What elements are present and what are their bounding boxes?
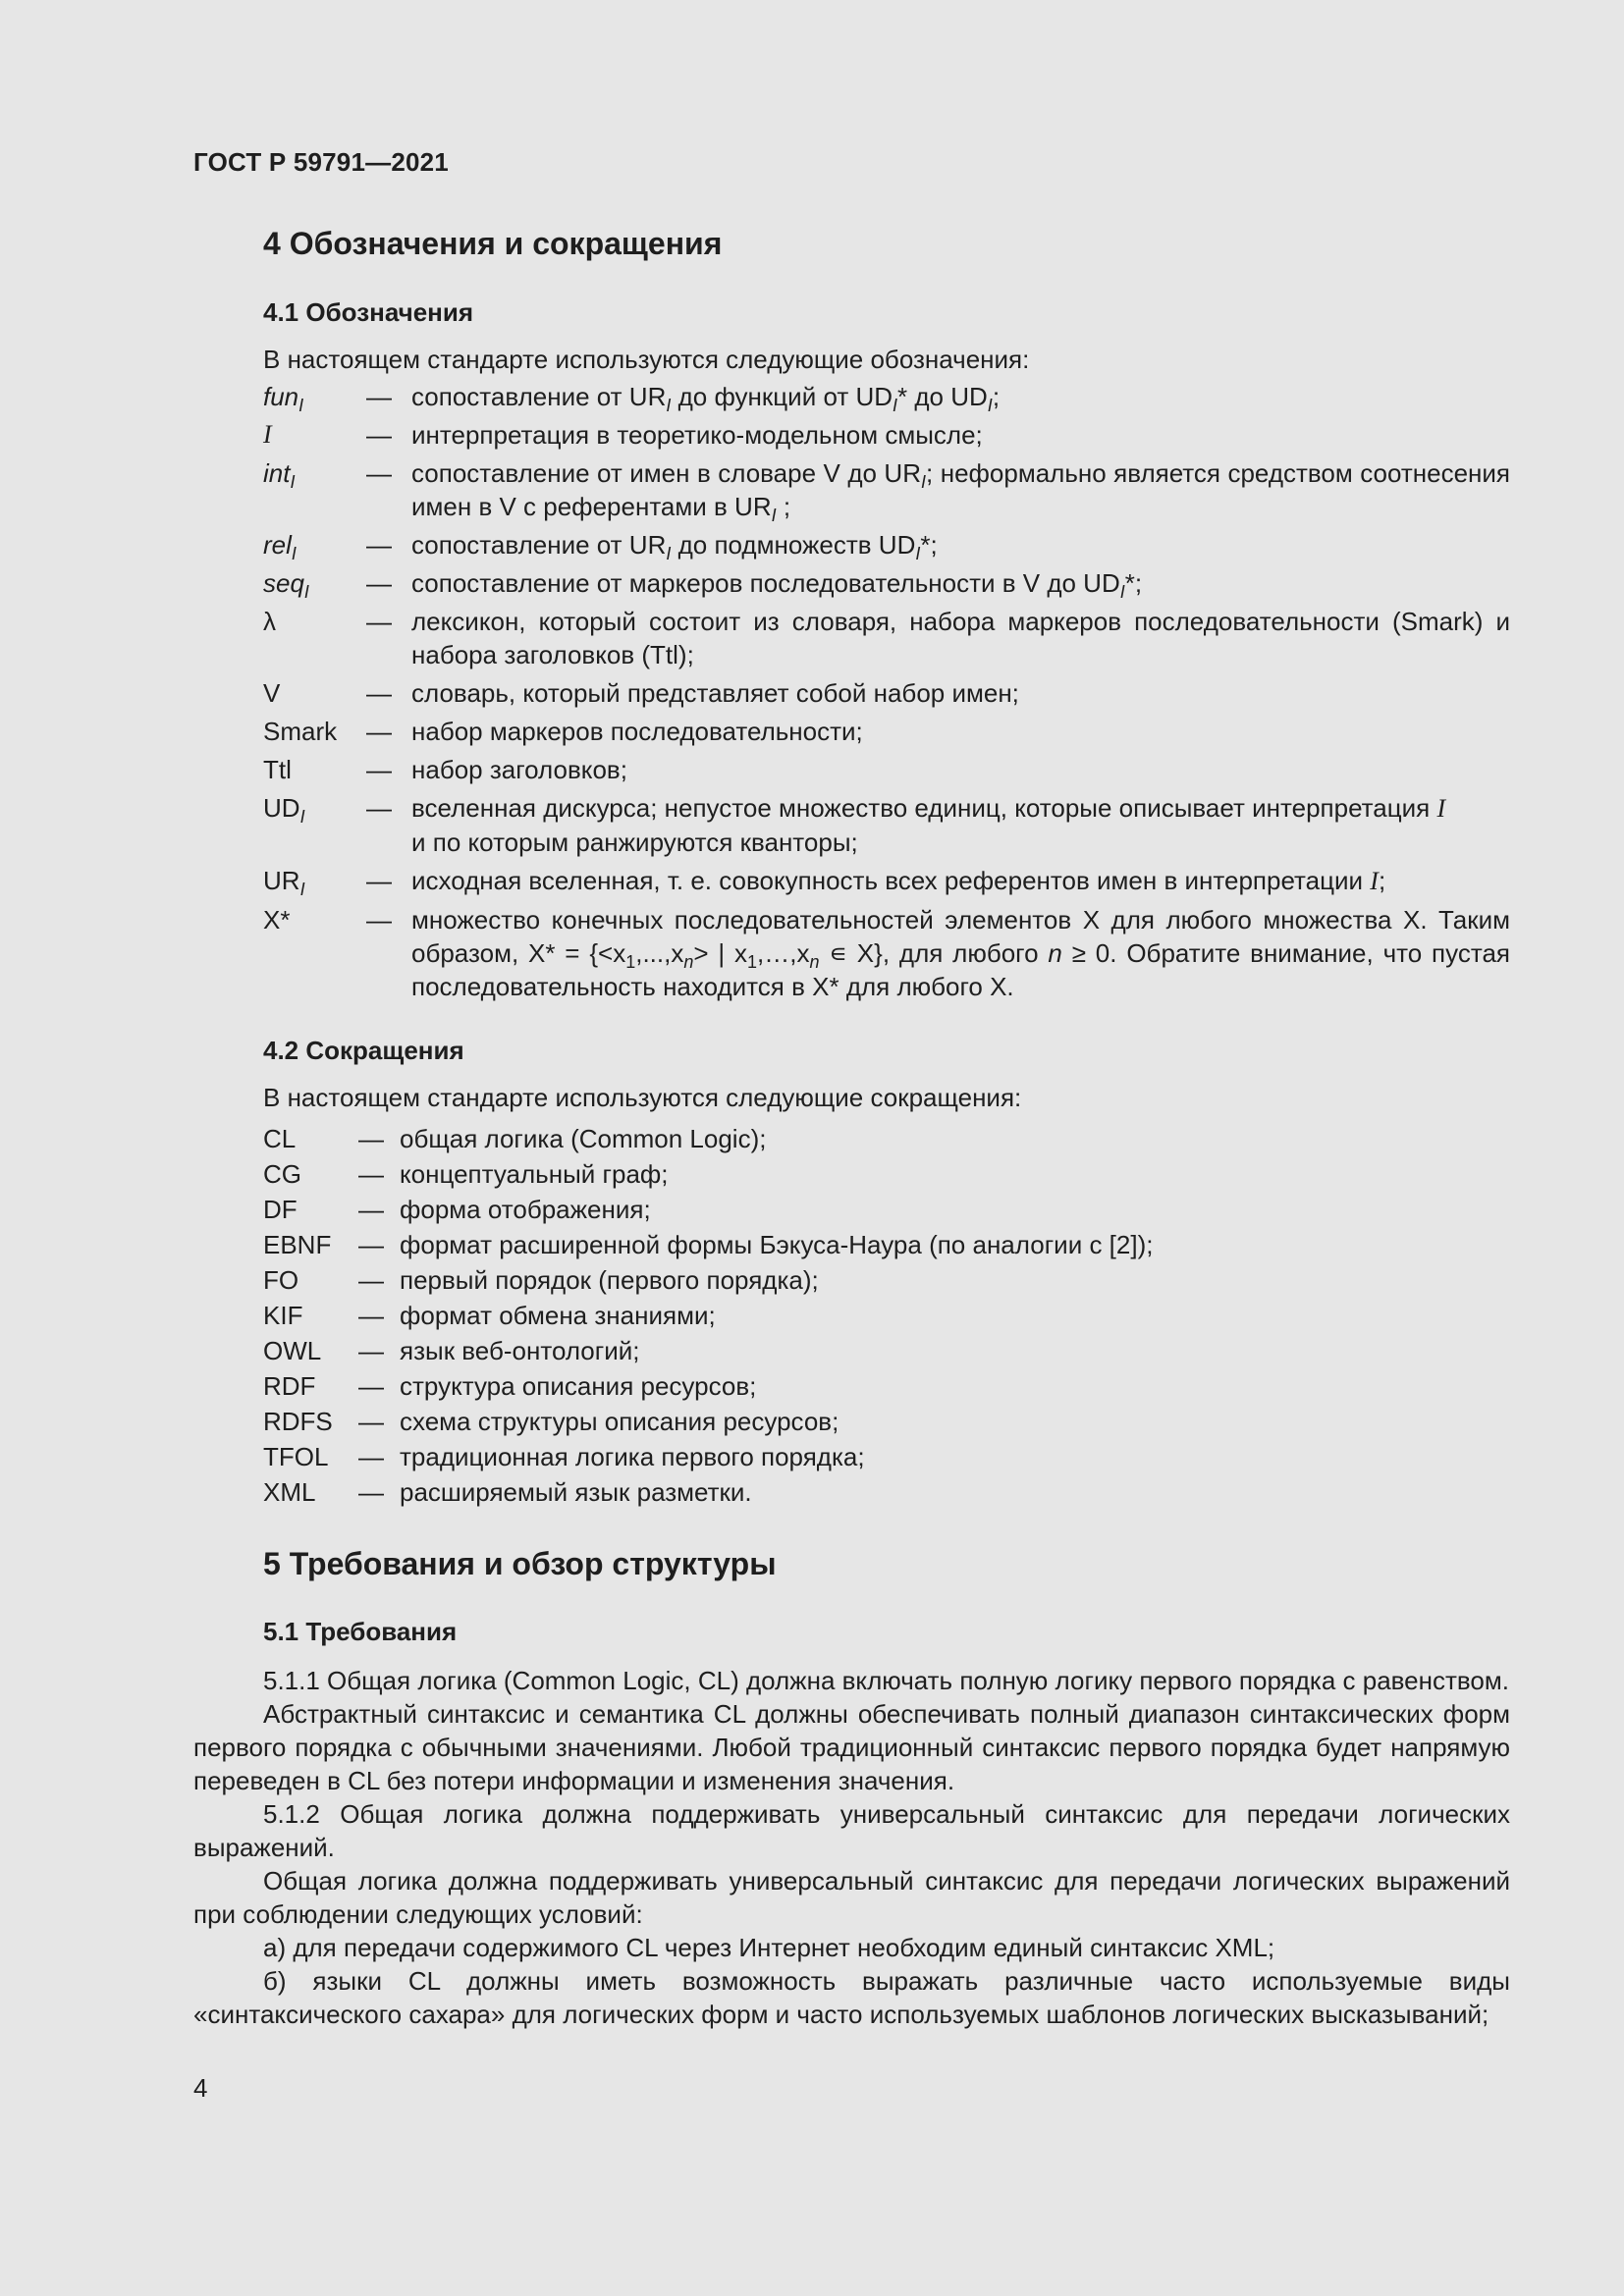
dash: —	[358, 1336, 384, 1365]
list-item	[263, 1439, 1510, 1474]
subsection-4-2-intro: В настоящем стандарте используются следующие сокращения:	[263, 1083, 1022, 1112]
dash: —	[358, 1477, 384, 1507]
document-header: ГОСТ Р 59791—2021	[193, 147, 449, 177]
list-item	[263, 1227, 1510, 1262]
subsection-4-1-intro: В настоящем стандарте используются следующие обозначения:	[263, 345, 1030, 374]
dash: —	[358, 1371, 384, 1401]
symbol-description: исходная вселенная, т. е. совокупность всех референтов имен в интерпретации I;	[411, 866, 1386, 895]
dash: —	[366, 866, 392, 895]
abbr-description: структура описания ресурсов;	[400, 1371, 757, 1401]
abbr-description: язык веб-онтологий;	[400, 1336, 640, 1365]
section-5-title: 5 Требования и обзор структуры	[263, 1546, 777, 1581]
symbol-description: сопоставление от маркеров последовательности в V до $UD_I*$;	[411, 568, 1143, 602]
list-item	[263, 864, 1510, 898]
list-item	[263, 1404, 1510, 1439]
list-item	[263, 528, 1510, 561]
symbol-description: сопоставление от $UR_I$ до подмножеств $UD_I*$;	[411, 530, 938, 563]
symbols-list	[263, 380, 1510, 1003]
list-item	[263, 418, 1510, 452]
symbol-description: набор заголовков;	[411, 755, 627, 784]
symbol-term: X*	[263, 905, 291, 934]
abbr-description: формат расширенной формы Бэкуса-Наура (по аналогии с [2]);	[400, 1230, 1154, 1259]
paragraph: 5.1.2 Общая логика должна поддерживать универсальный синтаксис для передачи логических выражений.	[193, 1799, 1510, 1862]
abbr-term: XML	[263, 1477, 316, 1507]
symbol-description: набор маркеров последовательности;	[411, 717, 863, 746]
dash: —	[366, 382, 392, 411]
symbol-term: fun$_I$	[263, 382, 304, 415]
list-item	[263, 1192, 1510, 1227]
subsection-5-1-title: 5.1 Требования	[263, 1617, 458, 1646]
symbol-description: сопоставление от $UR_I$ до функций от $UD_I*$ до $UD_I$;	[411, 382, 1001, 415]
paragraph: Абстрактный синтаксис и семантика CL должны обеспечивать полный диапазон синтаксических форм первого порядка с обычными значениями. Любой традиционный синтаксис первого порядка будет напрямую переведен в CL без потери информации и изменения значения.	[193, 1699, 1510, 1795]
list-item	[263, 605, 1510, 671]
list-item	[263, 1333, 1510, 1368]
dash: —	[366, 755, 392, 784]
symbol-term: $UR_I$	[263, 866, 305, 899]
list-item	[263, 903, 1510, 1003]
dash: —	[358, 1442, 384, 1471]
dash: —	[358, 1124, 384, 1153]
abbr-term: RDFS	[263, 1407, 333, 1436]
paragraph: Общая логика должна поддерживать универсальный синтаксис для передачи логических выражений при соблюдении следующих условий:	[193, 1866, 1510, 1929]
symbol-term: I	[263, 420, 272, 449]
symbol-term: λ	[263, 607, 276, 636]
dash: —	[366, 905, 392, 934]
dash: —	[366, 530, 392, 560]
list-item	[263, 1121, 1510, 1156]
dash: —	[358, 1195, 384, 1224]
section-4-title: 4 Обозначения и сокращения	[263, 226, 723, 261]
abbr-term: DF	[263, 1195, 298, 1224]
abbr-term: RDF	[263, 1371, 316, 1401]
abbr-term: FO	[263, 1265, 299, 1295]
list-item	[263, 1298, 1510, 1333]
list-item	[263, 753, 1510, 786]
abbr-term: CG	[263, 1159, 301, 1189]
page-number: 4	[193, 2073, 208, 2103]
abbreviations-list	[263, 1121, 1510, 1510]
abbr-term: OWL	[263, 1336, 322, 1365]
abbr-description: схема структуры описания ресурсов;	[400, 1407, 839, 1436]
dash: —	[366, 678, 392, 708]
symbol-term: Smark	[263, 717, 338, 746]
dash: —	[366, 717, 392, 746]
paragraph: 5.1.1 Общая логика (Common Logic, CL) должна включать полную логику первого порядка с равенством.	[263, 1666, 1509, 1695]
dash: —	[358, 1230, 384, 1259]
abbr-description: расширяемый язык разметки.	[400, 1477, 752, 1507]
dash: —	[366, 458, 392, 488]
abbr-description: первый порядок (первого порядка);	[400, 1265, 819, 1295]
paragraph: б) языки CL должны иметь возможность выражать различные часто используемые виды «синтаксического сахара» для логических форм и часто используемых шаблонов логических высказываний;	[193, 1966, 1510, 2029]
symbol-term: V	[263, 678, 281, 708]
list-item	[263, 1368, 1510, 1404]
dash: —	[358, 1159, 384, 1189]
symbol-description: множество конечных последовательностей элементов X для любого множества X. Таким образом, $X* = \{<x_1,...,x_n>$ | $x_1,\dots,x_n$ ∊ X}, для любого n ≥ 0. Обратите внимание, что пустая последовательность находится в X* для любого X.	[411, 905, 1510, 1001]
abbr-description: форма отображения;	[400, 1195, 651, 1224]
dash: —	[366, 568, 392, 598]
abbr-description: концептуальный граф;	[400, 1159, 669, 1189]
dash: —	[358, 1301, 384, 1330]
abbr-description: формат обмена знаниями;	[400, 1301, 716, 1330]
list-item	[263, 1262, 1510, 1298]
abbr-term: EBNF	[263, 1230, 332, 1259]
symbol-term: int$_I$	[263, 458, 296, 492]
subsection-4-1-title: 4.1 Обозначения	[263, 297, 474, 327]
list-item	[263, 1156, 1510, 1192]
symbol-term: $UD_I$	[263, 793, 305, 827]
abbr-term: CL	[263, 1124, 297, 1153]
abbr-term: KIF	[263, 1301, 303, 1330]
list-item	[263, 566, 1510, 600]
dash: —	[366, 420, 392, 450]
symbol-description: лексикон, который состоит из словаря, набора маркеров последовательности (Smark) и набора заголовков (Ttl);	[411, 607, 1510, 669]
list-item	[263, 456, 1510, 523]
symbol-description: интерпретация в теоретико-модельном смысле;	[411, 420, 983, 450]
abbr-description: традиционная логика первого порядка;	[400, 1442, 865, 1471]
symbol-term: seq$_I$	[263, 568, 309, 602]
dash: —	[358, 1265, 384, 1295]
abbr-term: TFOL	[263, 1442, 329, 1471]
paragraph: а) для передачи содержимого CL через Интернет необходим единый синтаксис XML;	[263, 1933, 1275, 1962]
requirements-text	[193, 1664, 1510, 2031]
symbol-description: сопоставление от имен в словаре V до $UR_I$; неформально является средством соотнесения имен в V с референтами в $UR_I$ ;	[411, 458, 1511, 525]
symbol-description: словарь, который представляет собой набор имен;	[411, 678, 1019, 708]
dash: —	[366, 607, 392, 636]
subsection-4-2-title: 4.2 Сокращения	[263, 1036, 464, 1065]
dash: —	[358, 1407, 384, 1436]
list-item	[263, 380, 1510, 413]
symbol-term: Ttl	[263, 755, 292, 784]
dash: —	[366, 793, 392, 823]
abbr-description: общая логика (Common Logic);	[400, 1124, 767, 1153]
list-item	[263, 1474, 1510, 1510]
list-item	[263, 791, 1510, 859]
symbol-description: вселенная дискурса; непустое множество единиц, которые описывает интерпретация I и по которым ранжируются кванторы;	[411, 793, 1446, 857]
symbol-term: rel$_I$	[263, 530, 297, 563]
list-item	[263, 676, 1510, 710]
list-item	[263, 715, 1510, 748]
